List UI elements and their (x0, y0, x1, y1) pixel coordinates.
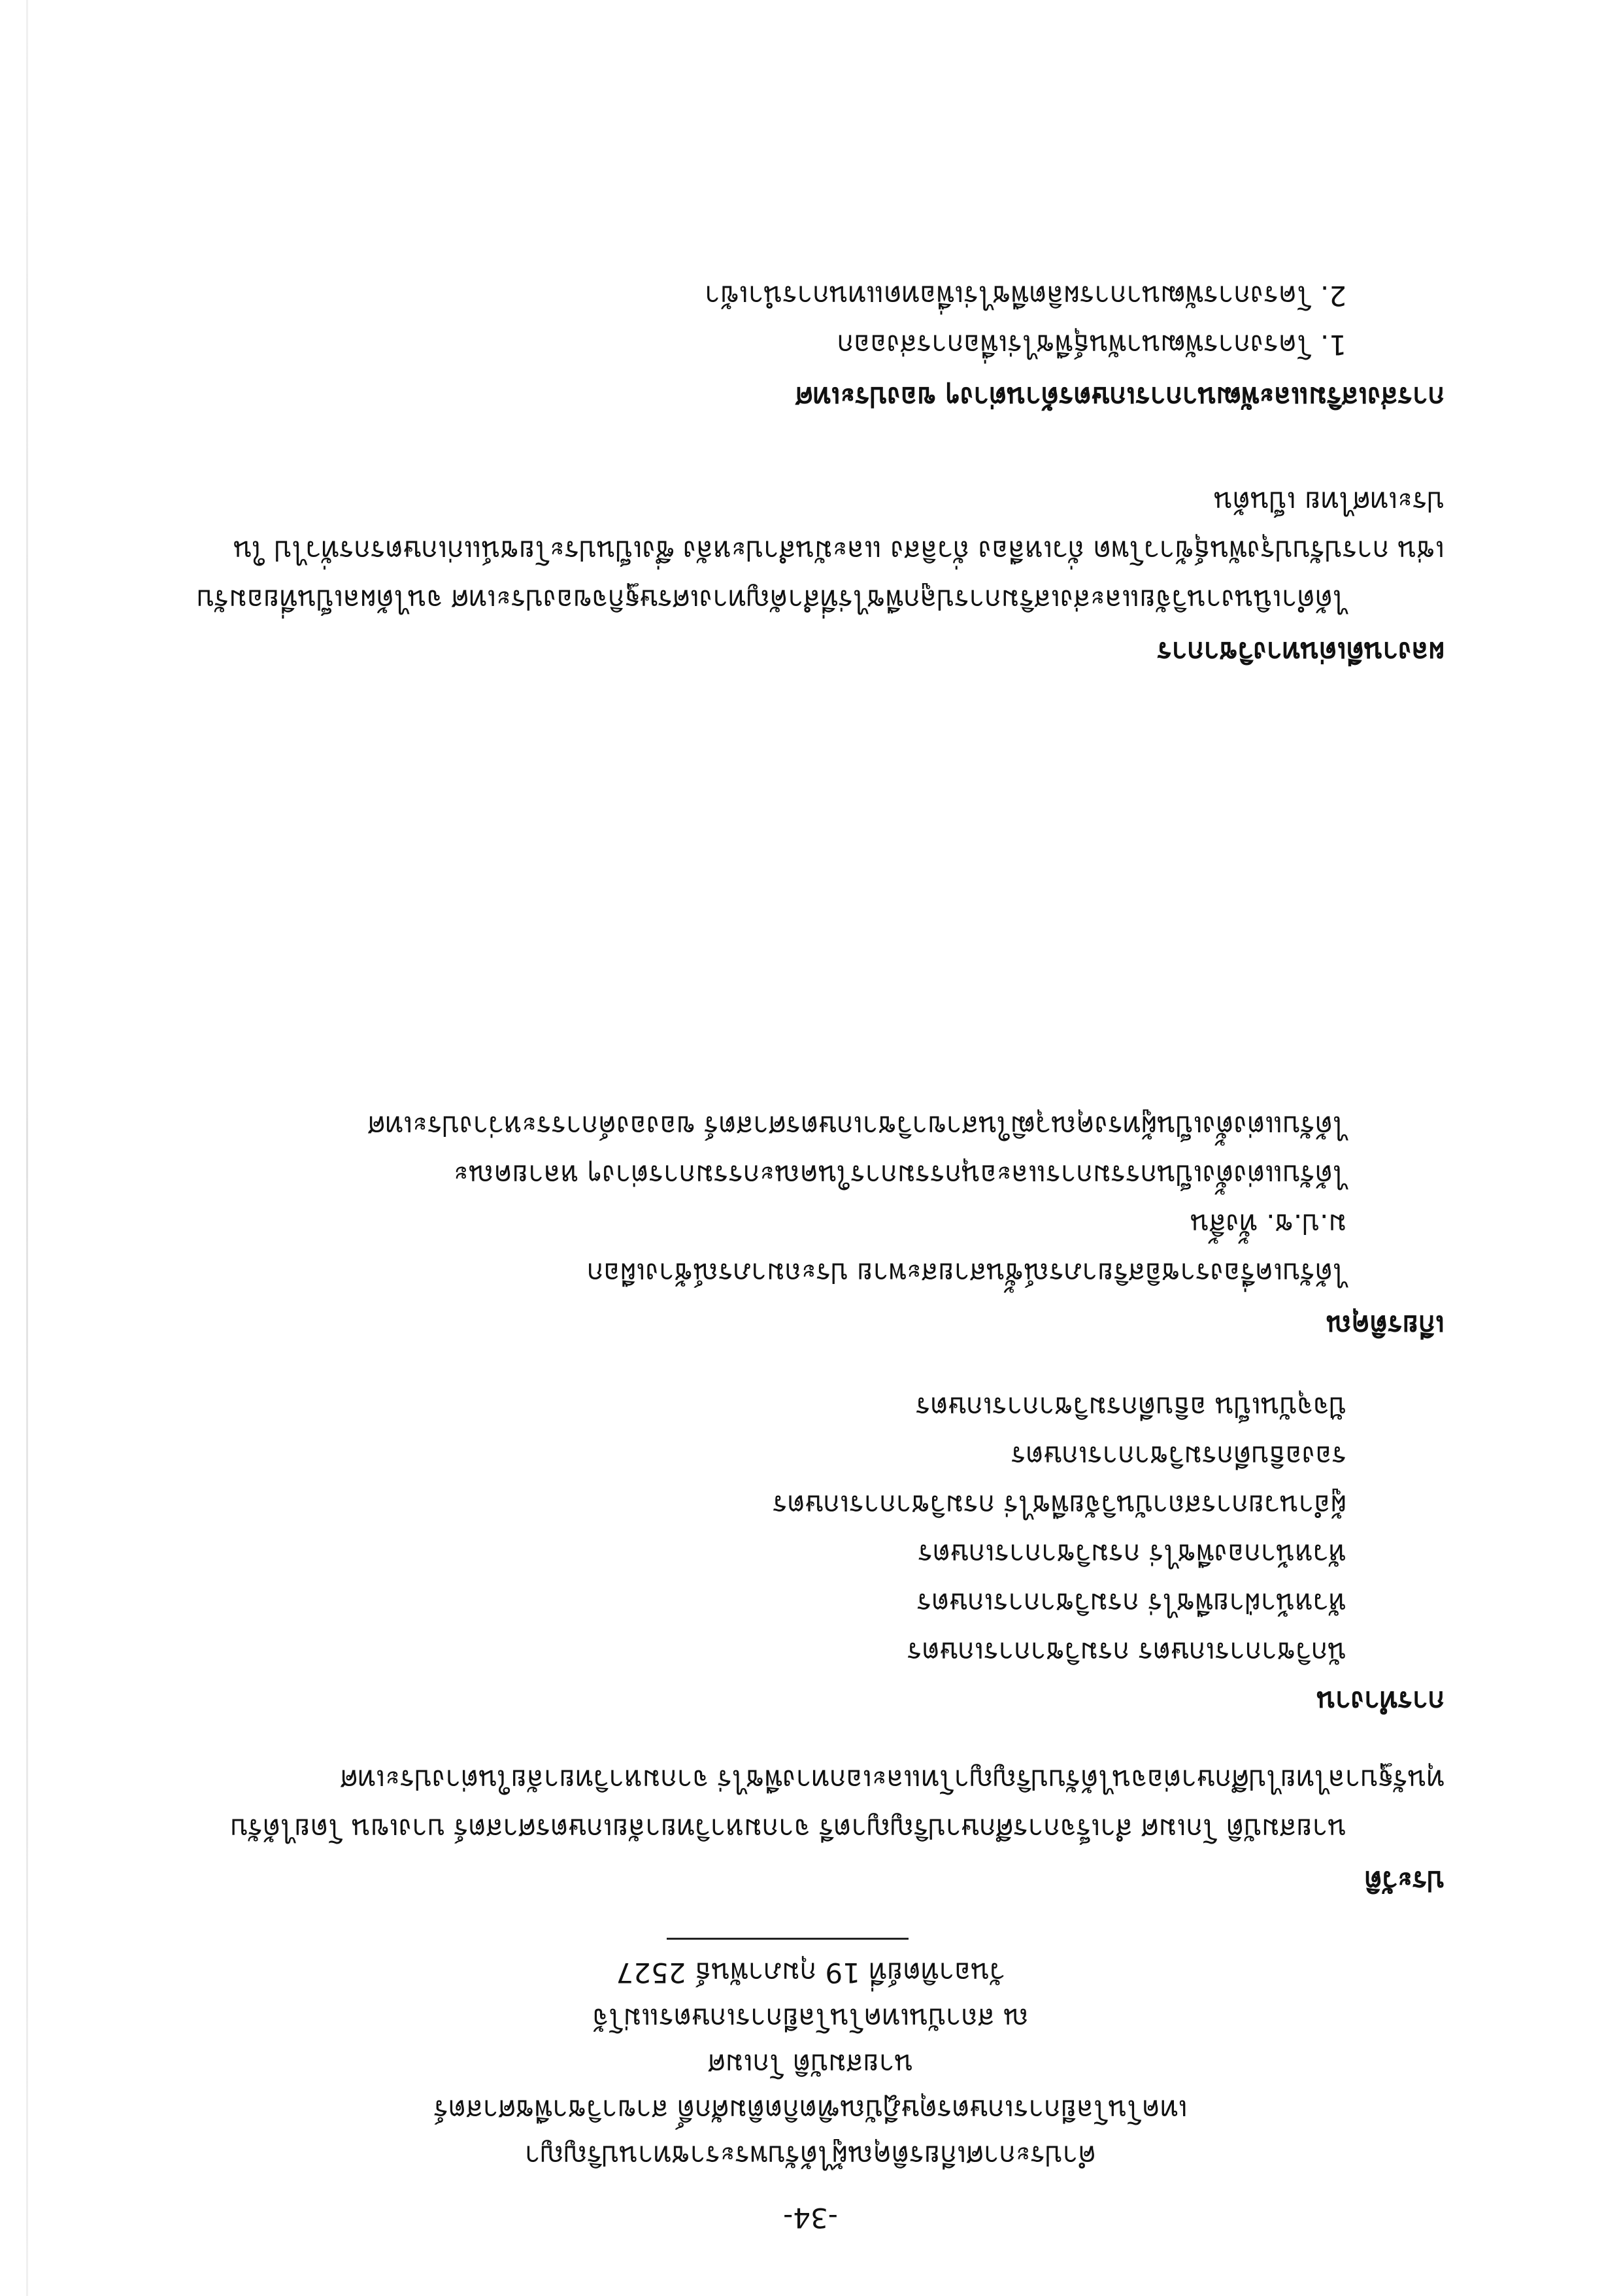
page-number: -34- (783, 2202, 838, 2234)
honors-item-3: ได้รับแต่งตั้งเป็นกรรมการและอนุกรรมการในคณะกรรมการต่างๆ หลายคณะ (453, 1159, 1346, 1191)
history-line-2: ทุนรัฐบาลไทยไปศึกษาต่อจนได้รับปริญญาโทและเอกทางพืชไร่ จากมหาวิทยาลัยในต่างประเทศ (340, 1764, 1445, 1796)
work-item-1: นักวิชาการเกษตร กรมวิชาการเกษตร (907, 1636, 1346, 1668)
honors-heading: เกียรติคุณ (1326, 1309, 1445, 1342)
honors-item-4: ได้รับแต่งตั้งเป็นผู้ทรงคุณวุฒิในสาขาวิชาเกษตรศาสตร์ ขององค์การระหว่างประเทศ (367, 1110, 1346, 1142)
role-item-2: 2. โครงการพัฒนาการผลิตพืชไร่เพื่อทดแทนการนำเข้า (705, 280, 1346, 312)
history-line-1: นายสมบัติ โกเมศ สำเร็จการศึกษาปริญญาตรี จากมหาวิทยาลัยเกษตรศาสตร์ บางเขน โดยได้รับ (230, 1813, 1346, 1845)
header-line-3: นายสมบัติ โกเมศ (707, 2048, 914, 2080)
scan-edge (26, 0, 28, 2296)
achievements-line-3: ประเทศไทย เป็นต้น (1214, 486, 1445, 518)
work-heading: การทำงาน (1316, 1685, 1445, 1717)
header-line-5: วันอาทิตย์ที่ 19 กุมภาพันธ์ 2527 (616, 1957, 1005, 1989)
header-line-1: คำประกาศเกียรติคุณผู้ได้รับพระราชทานปริญญา (524, 2140, 1097, 2172)
honors-item-2: ม.ป.ช. ทั้งสิ้น (1190, 1208, 1346, 1240)
work-item-3: หัวหน้ากองพืชไร่ กรมวิชาการเกษตร (918, 1538, 1346, 1570)
history-heading: ประวัติ (1364, 1865, 1445, 1897)
work-item-4: ผู้อำนวยการสถาบันวิจัยพืชไร่ กรมวิชาการเกษตร (772, 1489, 1346, 1521)
achievements-heading: ผลงานดีเด่นทางวิชาการ (1157, 636, 1445, 668)
title-divider (667, 1938, 909, 1940)
work-item-2: หัวหน้าฝ่ายพืชไร่ กรมวิชาการเกษตร (916, 1587, 1346, 1619)
role-item-1: 1. โครงการพัฒนาพันธุ์พืชไร่เพื่อการส่งออก (837, 329, 1346, 361)
work-item-6: ปัจจุบันเป็น อธิบดีกรมวิชาการเกษตร (915, 1391, 1346, 1423)
header-line-4: ณ สถาบันเทคโนโลยีการเกษตรแม่โจ้ (592, 2002, 1029, 2034)
header-line-2: เทคโนโลยีการเกษตรดุษฎีบัณฑิตกิตติมศักดิ์ สาขาวิชาพืชศาสตร์ (433, 2094, 1188, 2126)
achievements-line-2: เช่น การปรับปรุงพันธุ์ข้าวโพด ถั่วเหลือง ถั่วลิสง และมันสำปะหลัง ซึ่งเป็นประโยชน์แก่เกษตรกรทั่วไป ใน (233, 535, 1445, 567)
honors-item-1: ได้รับเครื่องราชอิสริยาภรณ์ชั้นสายสะพาย ประถมาภรณ์ช้างเผือก (586, 1257, 1346, 1289)
work-item-5: รองอธิบดีกรมวิชาการเกษตร (1011, 1440, 1346, 1472)
achievements-line-1: ได้ดำเนินงานวิจัยและส่งเสริมการปลูกพืชไร่ที่สำคัญทางเศรษฐกิจของประเทศ จนได้ผลเป็นที่ยอมรับ (196, 584, 1346, 616)
role-heading: การส่งเสริมและพัฒนาการเกษตรด้านต่างๆ ของประเทศ (795, 381, 1445, 413)
